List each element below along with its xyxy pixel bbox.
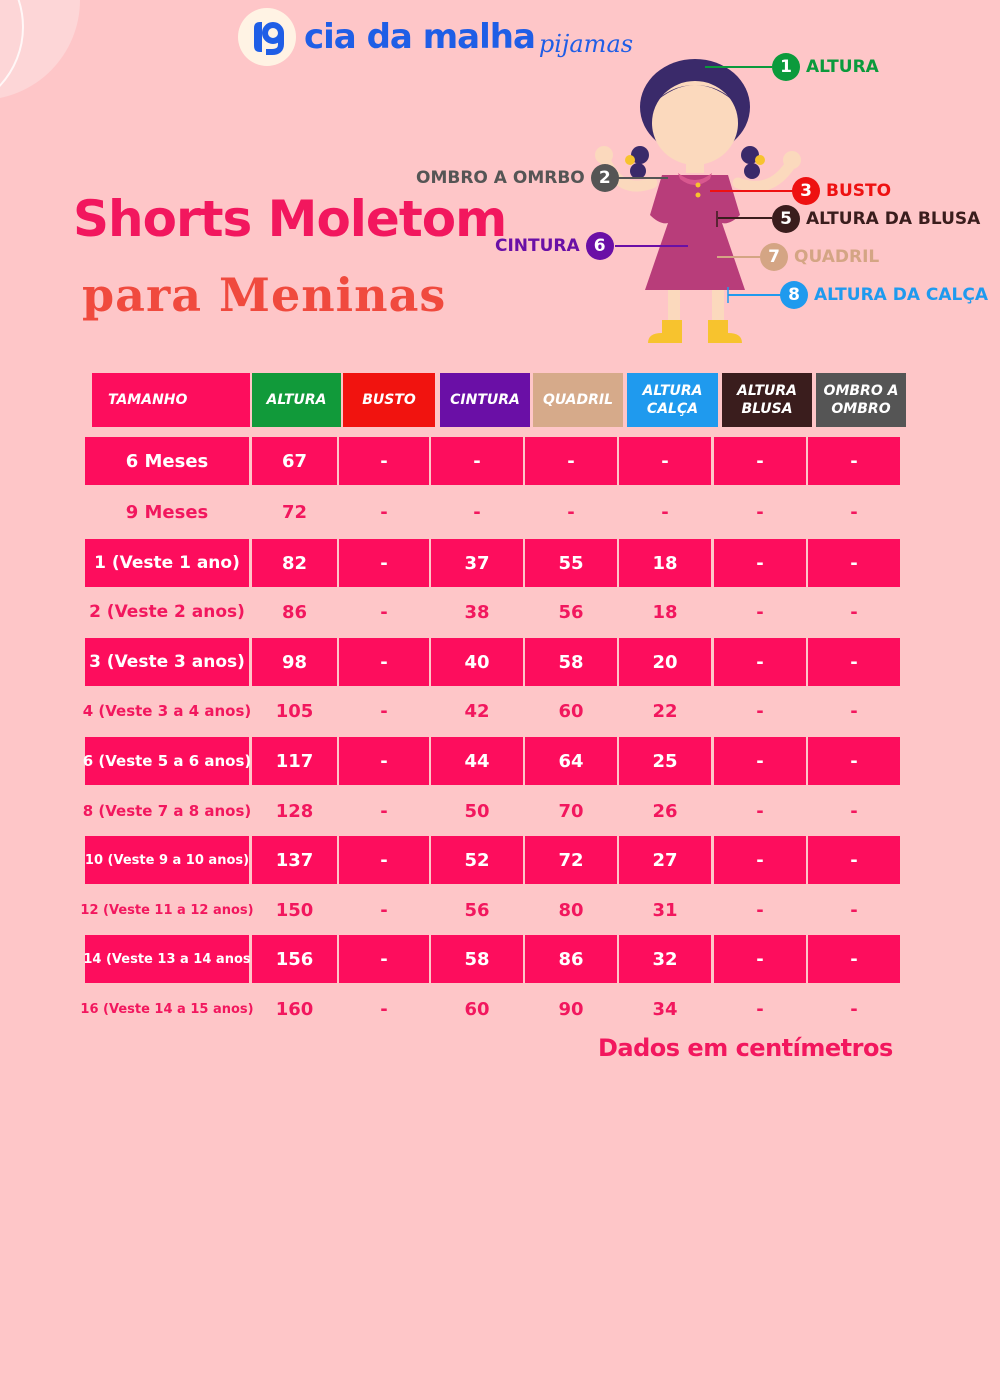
measurement-cell: 90 [558, 998, 584, 1020]
measurement-cell: - [380, 998, 388, 1020]
measurement-cell: 20 [619, 638, 711, 686]
measurement-cell: 98 [252, 638, 337, 686]
measurement-cell: 26 [652, 800, 678, 822]
measurement-cell: - [525, 437, 617, 485]
header-altura-calca: ALTURA CALÇA [627, 373, 718, 427]
measurement-cell: - [339, 935, 429, 983]
measurement-cell: 67 [252, 437, 337, 485]
measurement-cell: - [808, 539, 900, 587]
page-title: Shorts Moletom [73, 190, 507, 248]
callout-number: 3 [792, 177, 820, 205]
measurement-cell: 60 [558, 700, 584, 722]
measurement-cell: 150 [275, 899, 314, 921]
measurement-cell: - [714, 935, 806, 983]
callout-label: ALTURA DA CALÇA [814, 285, 989, 305]
header-busto: BUSTO [343, 373, 435, 427]
measurement-cell: 86 [281, 601, 308, 623]
measurement-cell: 44 [431, 737, 523, 785]
callout-number: 2 [591, 164, 619, 192]
measurement-cell: - [756, 601, 764, 623]
measurement-cell: - [808, 737, 900, 785]
measurement-cell: 37 [431, 539, 523, 587]
callout-cintura [495, 232, 614, 260]
callout-number: 6 [586, 232, 614, 260]
measurement-cell: - [431, 437, 523, 485]
measurement-cell: - [380, 601, 388, 623]
header-ombro: OMBRO A OMBRO [816, 373, 906, 427]
callout-ombro [416, 164, 619, 192]
footnote: Dados em centímetros [598, 1034, 893, 1062]
measurement-cell: 18 [619, 539, 711, 587]
callout-label: QUADRIL [794, 247, 880, 267]
measurement-cell: - [850, 800, 858, 822]
measurement-cell: - [567, 501, 575, 523]
measurement-cell: - [756, 501, 764, 523]
measurement-cell: - [850, 601, 858, 623]
measurement-cell: - [339, 638, 429, 686]
brand-sub: pijamas [538, 30, 634, 58]
measurement-cell: 64 [525, 737, 617, 785]
measurement-cell: 52 [431, 836, 523, 884]
measurement-cell: - [808, 836, 900, 884]
measurement-cell: 60 [464, 998, 490, 1020]
callout-number: 8 [780, 281, 808, 309]
callout-label: OMBRO A OMRBO [416, 168, 585, 188]
measurement-cell: - [850, 501, 858, 523]
measurement-cell: - [380, 800, 388, 822]
size-label-cell: 8 (Veste 7 a 8 anos) [82, 802, 252, 820]
measurement-cell: - [339, 539, 429, 587]
measurement-cell: - [339, 737, 429, 785]
measurement-cell: - [850, 998, 858, 1020]
callout-altura [772, 53, 879, 81]
header-quadril: QUADRIL [533, 373, 623, 427]
brand-mark-icon [238, 8, 296, 66]
measurement-cell: 56 [558, 601, 584, 623]
measurement-cell: 72 [281, 501, 308, 523]
girl-illustration [590, 55, 810, 350]
measurement-cell: - [850, 899, 858, 921]
measurement-cell: 58 [525, 638, 617, 686]
measurement-cell: - [339, 836, 429, 884]
size-label-cell: 14 (Veste 13 a 14 anos [85, 935, 249, 983]
measurement-cell: 72 [525, 836, 617, 884]
measurement-cell: - [380, 899, 388, 921]
measurement-cell: - [619, 437, 711, 485]
header-altura-blusa: ALTURA BLUSA [722, 373, 812, 427]
measurement-cell: - [714, 437, 806, 485]
measurement-cell: - [473, 501, 481, 523]
measurement-cell: - [808, 437, 900, 485]
measurement-cell: 70 [558, 800, 584, 822]
callout-label: CINTURA [495, 236, 580, 256]
callout-altura-blusa [772, 205, 980, 233]
measurement-cell: 80 [558, 899, 584, 921]
size-label-cell: 10 (Veste 9 a 10 anos) [85, 836, 249, 884]
measurement-cell: 56 [464, 899, 490, 921]
callout-busto [792, 177, 891, 205]
measurement-cell: 22 [652, 700, 678, 722]
size-label-cell: 12 (Veste 11 a 12 anos) [80, 902, 254, 918]
brand-name: cia da malha [304, 17, 535, 57]
measurement-cell: - [850, 700, 858, 722]
size-label-cell: 6 Meses [85, 437, 249, 485]
measurement-cell: 160 [275, 998, 314, 1020]
size-label-cell: 1 (Veste 1 ano) [85, 539, 249, 587]
header-altura: ALTURA [252, 373, 341, 427]
measurement-cell: - [714, 638, 806, 686]
measurement-cell: 42 [464, 700, 490, 722]
measurement-cell: - [756, 899, 764, 921]
measurement-cell: - [380, 700, 388, 722]
callout-label: ALTURA [806, 57, 879, 77]
measurement-cell: 117 [252, 737, 337, 785]
header-cintura: CINTURA [440, 373, 530, 427]
measurement-cell: 18 [652, 601, 678, 623]
measurement-cell: 128 [275, 800, 314, 822]
callout-altura-calca [780, 281, 988, 309]
measurement-cell: 25 [619, 737, 711, 785]
measurement-cell: 38 [464, 601, 490, 623]
measurement-cell: 31 [652, 899, 678, 921]
size-label-cell: 3 (Veste 3 anos) [85, 638, 249, 686]
size-label-cell: 9 Meses [125, 501, 209, 523]
measurement-cell: 40 [431, 638, 523, 686]
measurement-cell: - [808, 935, 900, 983]
callout-quadril [760, 243, 879, 271]
measurement-cell: 32 [619, 935, 711, 983]
measurement-cell: - [714, 836, 806, 884]
header-tamanho: TAMANHO [92, 373, 250, 427]
measurement-cell: 86 [525, 935, 617, 983]
callout-label: ALTURA DA BLUSA [806, 209, 981, 229]
measurement-cell: - [339, 437, 429, 485]
size-label-cell: 4 (Veste 3 a 4 anos) [82, 702, 252, 720]
measurement-cell: - [661, 501, 669, 523]
measurement-cell: - [714, 539, 806, 587]
size-label-cell: 6 (Veste 5 a 6 anos) [85, 737, 249, 785]
size-label-cell: 2 (Veste 2 anos) [89, 602, 245, 622]
measurement-cell: 137 [252, 836, 337, 884]
measurement-cell: 82 [252, 539, 337, 587]
measurement-cell: - [756, 998, 764, 1020]
measurement-cell: 105 [275, 700, 314, 722]
measurement-cell: - [756, 800, 764, 822]
measurement-cell: - [756, 700, 764, 722]
callout-number: 7 [760, 243, 788, 271]
measurement-cell: 50 [464, 800, 490, 822]
callout-number: 1 [772, 53, 800, 81]
measurement-cell: - [714, 737, 806, 785]
page-subtitle: para Meninas [82, 268, 447, 322]
brand-logo [238, 8, 633, 66]
size-label-cell: 16 (Veste 14 a 15 anos) [80, 1001, 254, 1017]
callout-label: BUSTO [826, 181, 892, 201]
measurement-cell: 55 [525, 539, 617, 587]
measurement-cell: 27 [619, 836, 711, 884]
callout-number: 5 [772, 205, 800, 233]
measurement-cell: 58 [431, 935, 523, 983]
measurement-cell: - [808, 638, 900, 686]
measurement-cell: - [380, 501, 388, 523]
measurement-cell: 34 [652, 998, 678, 1020]
measurement-cell: 156 [252, 935, 337, 983]
